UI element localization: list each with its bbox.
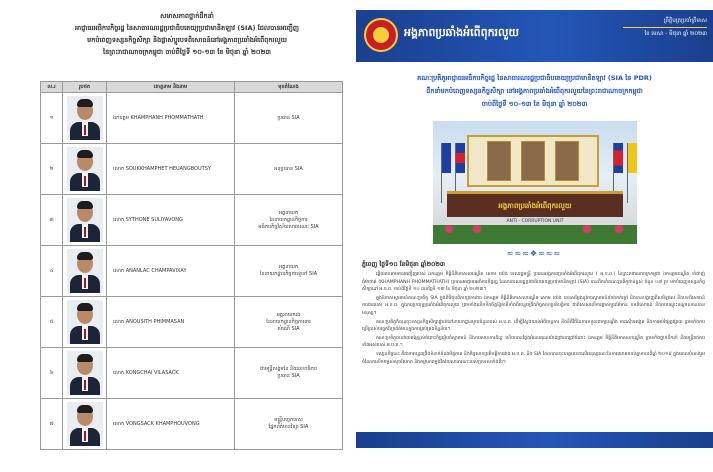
position-line: អធិការកិច្ចវិស័យសាធារណៈ SIA <box>258 223 319 230</box>
flag-icon <box>614 143 623 173</box>
member-photo <box>67 198 103 242</box>
member-photo <box>67 300 103 344</box>
member-name: លោក ANANLAC CHAMPAVIXAY <box>107 246 235 297</box>
row-number: ៥ <box>41 297 63 348</box>
member-position <box>235 246 343 297</box>
sign-text: អង្គភាពប្រឆាំងអំពើពុករលួយ <box>498 202 572 210</box>
article-title-line: គណៈប្រតិភូអាជ្ញាធរអធិការកិច្ចរដ្ឋ នៃសាធារណរដ្ឋប្រជាធិបតេយ្យប្រជាមានិតឡាវ (SIA នៃ PDR) <box>417 74 652 82</box>
article-body <box>362 271 705 367</box>
position-line: ជាមន្ត្រីសង្គមនៃ និងលេខាធិការ <box>259 366 318 372</box>
position-line: អគ្គនាយក <box>278 209 299 216</box>
position-line: នៃនាយកដ្ឋានកិច្ចការទូទៅ SIA <box>259 271 318 277</box>
article-title-line: ដឹកនាំមកបំពេញទស្សនកិច្ចសិក្សា នៅអង្គភាពប្រឆាំងអំពើពុករលួយនៃព្រះរាជាណាចក្រកម្ពុជា <box>426 87 643 95</box>
member-name: ឯកឧត្តម KHAMPHANH PHOMMATHATH <box>107 93 235 144</box>
row-number: ២ <box>41 144 63 195</box>
header-number: ល.រ <box>41 82 63 93</box>
sign-subtext: ANTI - CORRUPTION UNIT <box>506 219 564 224</box>
table-row <box>41 297 343 348</box>
row-number: ៧ <box>41 399 63 450</box>
header-name: គោត្តនាម និងនាម <box>107 82 235 93</box>
issue-line: ព្រឹត្តិបត្រប្រចាំត្រីមាស <box>663 18 707 24</box>
member-photo <box>67 96 103 140</box>
paragraph: ក្នុងឱកាសស្វាគមន៍គណៈប្រតិភូ SIA ក្នុងពិធីជួបពិភាក្សាការងារ ឯកឧត្តម កិត្តិនីតិកោសលបណ្ឌិត សោម យ៉េង បានសម្តែងនូវការស្វាគមន៍យ៉ាងកក់ក្តៅ និងបានបង្ហាញពីសមិទ្ធផល និងបទពិសោធន៍ការងាររបស់ អ.ប.ព. ក្នុងការប្រយុទ្ធប្រឆាំងអំពើពុករលួយ ព្រមទាំងលើកទឹកចិត្តឱ្យភាគីទាំងពីរបន្តពង្រឹងកិច្ចសហប្រតិបត្តិការ ជាពិសេសលើការផ្លាស់ប្តូរព័ត៌មាន បទពិសោធន៍ និងការបណ្តុះបណ្តាលធនធានមនុស្ស។ <box>362 295 705 316</box>
position-line: នៃនាយកដ្ឋានកិច្ចការពារ <box>266 318 311 325</box>
title-line: មកបំពេញទស្សនកិច្ចសិក្សា និងផ្លាស់ប្តូរបទពិសោធន៍នៅអង្គភាពប្រឆាំងអំពើពុករលួយ <box>87 36 287 44</box>
flag-icon <box>442 143 451 173</box>
paragraph: ឆ្លើយតបតាមការអញ្ជើញរបស់ ឯកឧត្តម កិត្តិនីតិកោសលបណ្ឌិត សោម យ៉េង ទេសរដ្ឋមន្ត្រី ប្រធានអង្គភាពប្រឆាំងអំពើពុករលួយ ( អ.ប.ព.) នៃព្រះរាជាណាចក្រកម្ពុជា ឯកឧត្តមបណ្ឌិត ខាំផាញ់ ផុំម៉ាថាត់ (KHAMPHANH PHOMMATHATH) ប្រធានអាជ្ញាធរអធិការកិច្ចរដ្ឋ នៃសាធារណរដ្ឋប្រជាធិបតេយ្យប្រជាមានិតឡាវ (SIA) បានដឹកនាំគណៈប្រតិភូជាន់ខ្ពស់ ចំនួន ០៧ រូប មកបំពេញទស្សនកិច្ចសិក្សានៅ អ.ប.ព. ចាប់ពីថ្ងៃទី ១០ ដល់ថ្ងៃទី ១៣ ខែ មិថុនា ឆ្នាំ ២០២៣។ <box>362 272 705 293</box>
footer-band <box>356 432 713 448</box>
flower <box>473 225 481 233</box>
royal-portraits <box>467 135 599 187</box>
article-title-line: ចាប់ពីថ្ងៃទី ១០-១៣ ខែ មិថុនា ឆ្នាំ ២០២៣ <box>481 100 588 108</box>
divider <box>623 27 707 28</box>
portrait <box>555 141 579 181</box>
article-title <box>366 72 703 111</box>
position-line: ប្រធាន SIA <box>277 373 300 379</box>
table-row <box>41 348 343 399</box>
acu-logo-icon <box>364 18 398 52</box>
header-position: មុខតំណែង <box>235 82 343 93</box>
member-position <box>235 399 343 450</box>
table-row <box>41 195 343 246</box>
flower <box>615 225 623 233</box>
flag-icon <box>456 143 465 173</box>
member-position <box>235 93 343 144</box>
position-line: ផ្នែកព័ត៌មានវិទ្យា SIA <box>268 424 309 430</box>
position-line: សំណើ SIA <box>277 325 300 332</box>
building-photo <box>433 121 637 244</box>
position-line: អនុប្រធាន SIA <box>274 165 303 172</box>
flower <box>445 225 453 233</box>
shrubs <box>433 225 637 244</box>
member-photo <box>67 351 103 395</box>
portrait <box>521 141 545 181</box>
issue-info <box>607 16 707 39</box>
paragraph: ទស្សនកិច្ចនេះ គឺជាការបន្តពង្រឹងទំនាក់ទំនងមិត្តភាព និងកិច្ចសហប្រតិបត្តិការរវាង អ.ប.ព. និង SIA ដែលបានចុះហត្ថលេខាលើអនុស្សរណៈនៃការយោគយល់គ្នាកាលពីឆ្នាំ ២០១៩ ក្នុងគោលបំណងរួមចំណែកលើកកម្ពស់សុចរិតភាព និងតម្លាភាពក្នុងវិស័យសាធារណៈរបស់ប្រទេសទាំងពីរ។ <box>362 351 705 365</box>
delegation-table <box>40 81 343 450</box>
header-photo: រូបថត <box>63 82 107 93</box>
table-row <box>41 246 343 297</box>
row-number: ៦ <box>41 348 63 399</box>
member-photo <box>67 147 103 191</box>
member-position <box>235 348 343 399</box>
member-photo <box>67 249 103 293</box>
member-photo <box>67 402 103 446</box>
position-line: ប្រធាន SIA <box>277 114 300 121</box>
magazine-header <box>356 10 713 62</box>
table-header-row <box>41 82 343 93</box>
member-name: លោក KONGCHAI VILASACK <box>107 348 235 399</box>
issue-line: ខែ មេសា - មិថុនា ឆ្នាំ ២០២៣ <box>644 31 707 37</box>
paragraph: គណៈប្រតិភូបានវាយតម្លៃខ្ពស់ចំពោះកិច្ចរៀបចំស្វាគមន៍ និងការសហការដ៏ល្អ ហើយបានថ្លែងអំណរគុណយ៉ាងជ្រាលជ្រៅចំពោះ ឯកឧត្តម កិត្តិនីតិកោសលបណ្ឌិត ព្រមទាំងថ្នាក់ដឹកនាំ និងមន្ត្រីរាជការទាំងអស់របស់ អ.ប.ព.។ <box>362 335 705 349</box>
member-list-title <box>22 10 352 58</box>
title-line: សមាសភាពថ្នាក់ដឹកនាំ <box>160 12 214 20</box>
member-name: លោក VONGSACK KHAMPHOUVONG <box>107 399 235 450</box>
table-row <box>41 93 343 144</box>
dateline: ភ្នំពេញ ថ្ងៃទី១០ ខែមិថុនា ឆ្នាំ២០២៣ <box>362 261 446 268</box>
row-number: ៣ <box>41 195 63 246</box>
right-page <box>356 0 713 472</box>
position-line: អគ្គនាយក <box>278 264 299 270</box>
member-name: លោក SOUKKHAMPHET HEUANGBOUTSY <box>107 144 235 195</box>
left-page <box>0 0 350 472</box>
magazine-title: អង្គភាពប្រឆាំងអំពើពុករលួយ <box>404 26 519 39</box>
member-position <box>235 195 343 246</box>
title-line: នៃព្រះរាជាណាចក្រកម្ពុជា ចាប់ពីថ្ងៃទី ១០-១៣ ខែ មិថុនា ឆ្នាំ ២០២៣ <box>103 48 271 56</box>
portrait <box>487 141 511 181</box>
row-number: ៤ <box>41 246 63 297</box>
member-name: លោក SYTHONE SULIYAVONG <box>107 195 235 246</box>
flower <box>583 225 591 233</box>
flag-icon <box>628 143 637 173</box>
table-row <box>41 399 343 450</box>
member-name: លោក ANOUSITH PHIMMASAN <box>107 297 235 348</box>
building-sign <box>447 191 623 217</box>
member-position <box>235 297 343 348</box>
position-line: អគ្គនាយករង <box>276 311 301 318</box>
ornament-divider: ≈≈≈❖≈≈≈ <box>506 249 562 258</box>
member-position <box>235 144 343 195</box>
paragraph: គណៈប្រតិភូក៏បានចុះទស្សនកិច្ចសិក្សាផ្ទាល់នៅនាយកដ្ឋានមួយចំនួនរបស់ អ.ប.ព. ដើម្បីស្វែងយល់អំពីយន្តការ និងនីតិវិធីនៃការទទួលពាក្យបណ្តឹង ការស៊ើបអង្កេត និងការអប់រំផ្សព្វផ្សាយ ព្រមទាំងការប្រើប្រាស់បច្ចេកវិទ្យាព័ត៌មានក្នុងការគ្រប់គ្រងទិន្នន័យ។ <box>362 319 705 333</box>
position-line: មន្ត្រីបច្ចេកទេស <box>274 417 303 423</box>
title-line: អាជ្ញាធរអធិការកិច្ចរដ្ឋ នៃសាធារណរដ្ឋប្រជាធិបតេយ្យប្រជាមានិតឡាវ (SIA) ដែលបានអញ្ជើញ <box>75 24 299 32</box>
position-line: នៃនាយកដ្ឋានកិច្ចការ <box>269 216 308 223</box>
table-row <box>41 144 343 195</box>
row-number: ១ <box>41 93 63 144</box>
